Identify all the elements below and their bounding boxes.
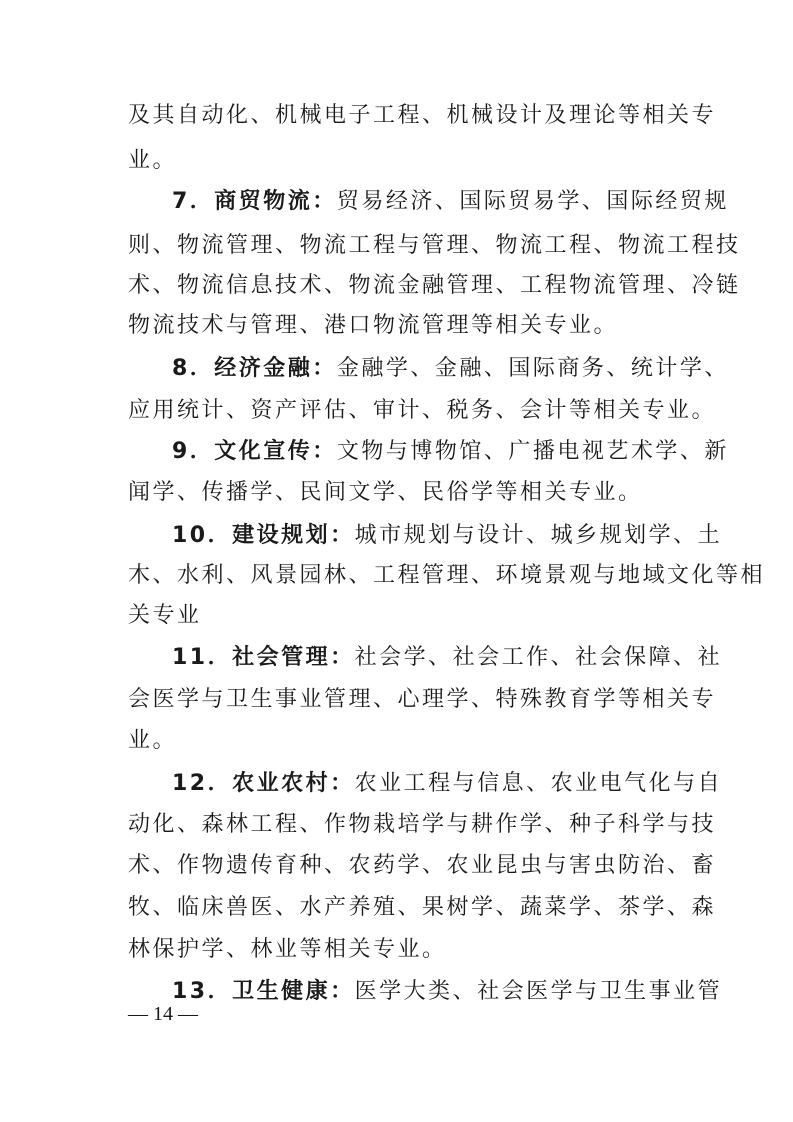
text-line	[172, 977, 722, 1007]
line-text: 医学大类、社会医学与卫生事业管	[354, 979, 723, 1004]
text-line	[128, 311, 618, 341]
text-line	[128, 810, 716, 840]
section-heading: 8．经济金融：	[172, 356, 337, 381]
line-text: 则、物流管理、物流工程与管理、物流工程、物流工程技	[128, 233, 741, 258]
line-text: 及其自动化、机械电子工程、机械设计及理论等相关专	[128, 103, 717, 128]
text-line	[128, 893, 716, 923]
line-text: 术、物流信息技术、物流金融管理、工程物流管理、冷链	[128, 273, 741, 298]
line-text: 应用统计、资产评估、审计、税务、会计等相关专业。	[128, 398, 717, 423]
text-line	[172, 521, 722, 551]
text-line	[128, 851, 716, 881]
section-heading: 11．社会管理：	[172, 645, 355, 670]
line-text: 会医学与卫生事业管理、心理学、特殊教育学等相关专	[128, 687, 717, 712]
section-heading: 12．农业农村：	[172, 771, 355, 796]
line-text: 闻学、传播学、民间文学、民俗学等相关专业。	[128, 480, 643, 505]
text-line	[172, 643, 722, 673]
line-text: 木、水利、风景园林、工程管理、环境景观与地域文化等相	[128, 563, 766, 588]
section-heading: 9．文化宣传：	[172, 439, 337, 464]
line-text: 业。	[128, 148, 178, 173]
text-line	[128, 146, 177, 176]
text-line	[172, 354, 729, 384]
line-text: 金融学、金融、国际商务、统计学、	[336, 356, 729, 381]
text-line	[172, 769, 722, 799]
line-text: 动化、森林工程、作物栽培学与耕作学、种子科学与技	[128, 812, 717, 837]
line-text: 文物与博物馆、广播电视艺术学、新	[336, 439, 729, 464]
section-heading: 13．卫生健康：	[172, 979, 355, 1004]
section-heading: 7．商贸物流：	[172, 189, 337, 214]
line-text: 物流技术与管理、港口物流管理等相关专业。	[128, 313, 619, 338]
text-line	[128, 726, 177, 756]
text-line	[128, 478, 643, 508]
text-line	[172, 437, 729, 467]
line-text: 贸易经济、国际贸易学、国际经贸规	[336, 189, 729, 214]
line-text: 林保护学、林业等相关专业。	[128, 937, 447, 962]
line-text: 术、作物遗传育种、农药学、农业昆虫与害虫防治、畜	[128, 853, 717, 878]
text-line	[128, 101, 716, 131]
line-text: 牧、临床兽医、水产养殖、果树学、蔬菜学、茶学、森	[128, 895, 717, 920]
text-line	[128, 231, 741, 261]
text-line	[128, 935, 447, 965]
text-line	[128, 685, 716, 715]
line-text: 关专业	[128, 603, 202, 628]
line-text: 业。	[128, 728, 178, 753]
page-number: — 14 —	[128, 1003, 198, 1025]
line-text: 农业工程与信息、农业电气化与自	[354, 771, 723, 796]
line-text: 城市规划与设计、城乡规划学、土	[354, 523, 723, 548]
text-line	[128, 601, 202, 631]
text-line	[128, 396, 716, 426]
text-line	[172, 187, 729, 217]
section-heading: 10．建设规划：	[172, 523, 355, 548]
line-text: 社会学、社会工作、社会保障、社	[354, 645, 723, 670]
text-line	[128, 271, 741, 301]
text-line	[128, 561, 765, 591]
